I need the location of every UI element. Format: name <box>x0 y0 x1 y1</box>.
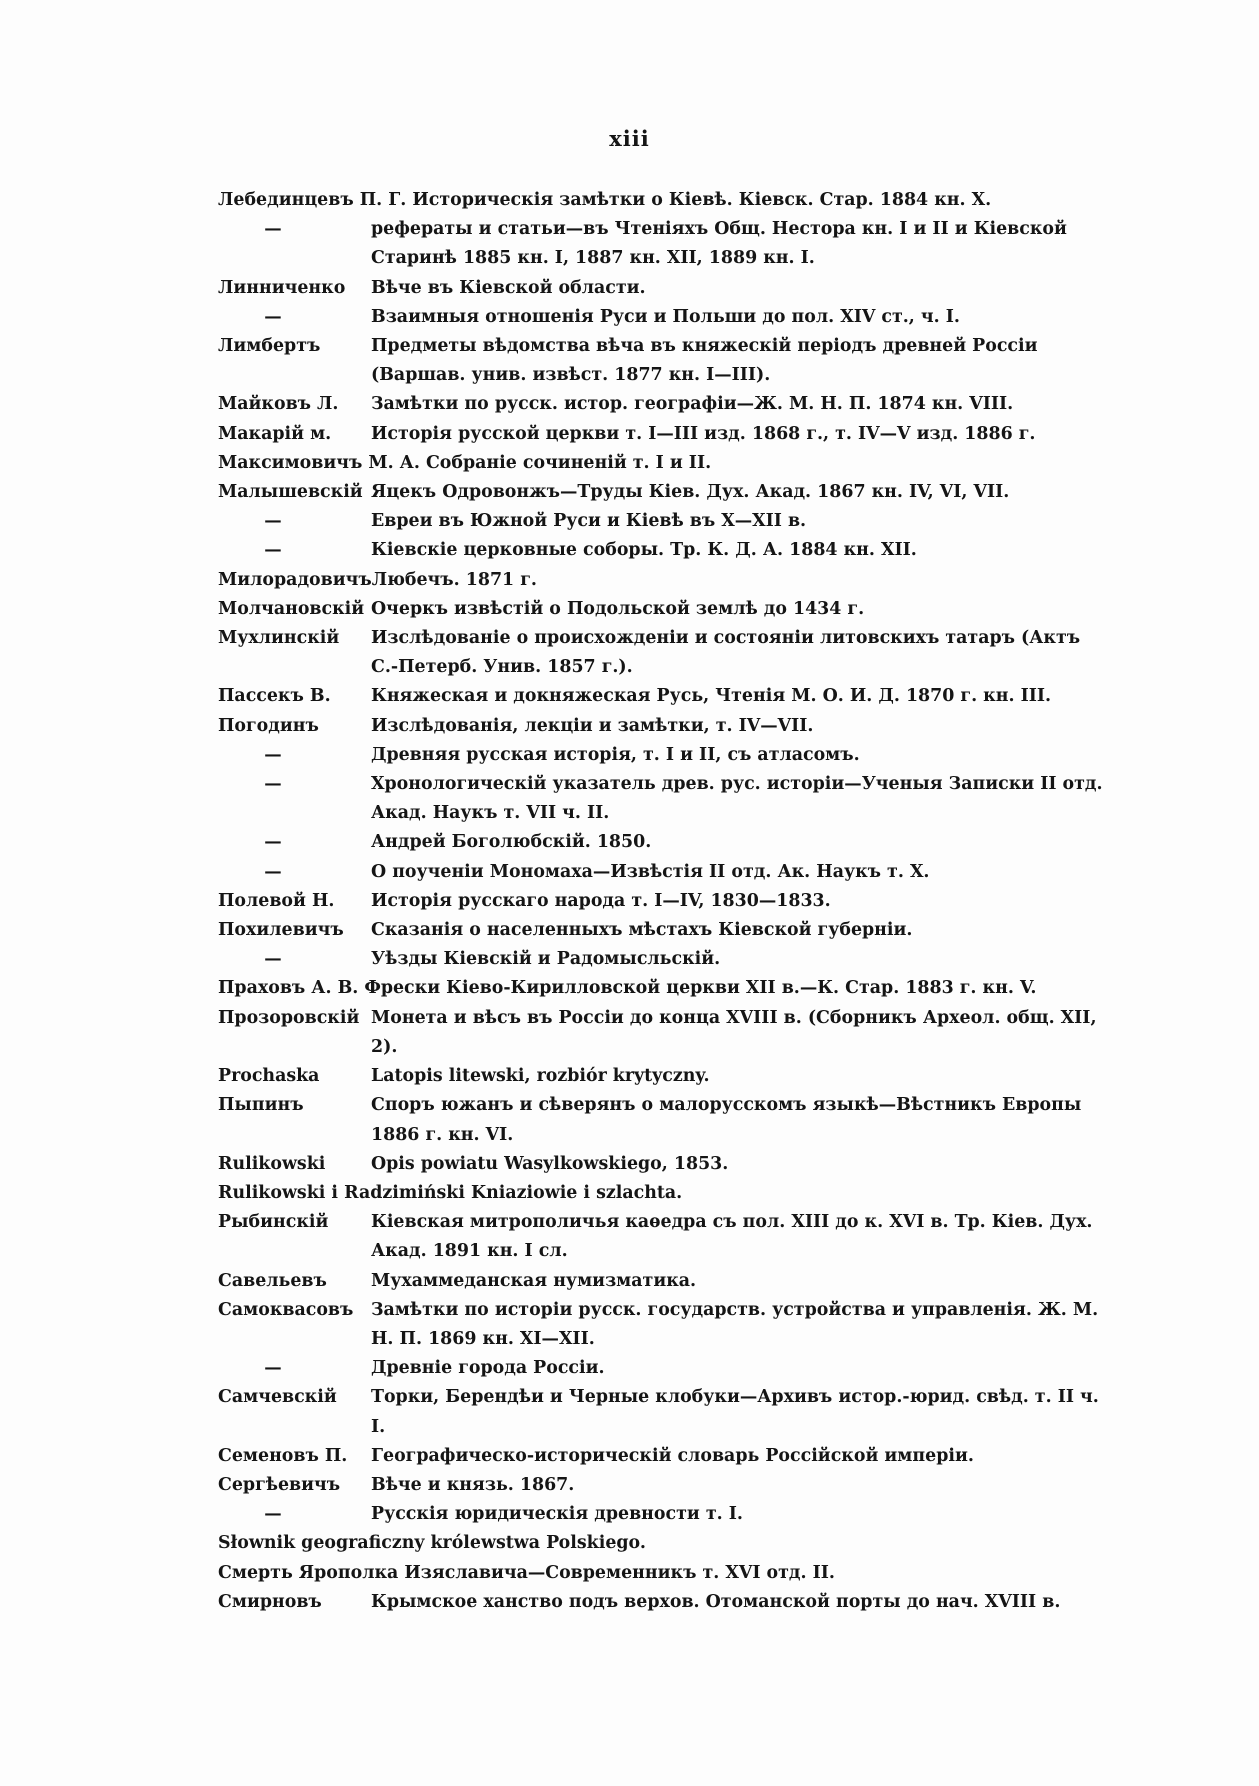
entry-author: Майковъ Л. <box>218 394 339 415</box>
entry-author: Макарій м. <box>218 423 332 444</box>
bibliography-entry <box>218 945 1103 974</box>
ditto-dash: — <box>264 774 282 795</box>
entry-author: Słownik geograficzny królewstwa Polskiego. <box>218 1533 646 1554</box>
entry-title: Вѣче и князь. 1867. <box>371 1474 575 1495</box>
bibliography-entry <box>218 1529 1103 1558</box>
bibliography-entry <box>218 303 1103 332</box>
bibliography-entry <box>218 1500 1103 1529</box>
entry-title: Русскія юридическія древности т. I. <box>371 1504 743 1525</box>
entry-title: Кіевскіе церковные соборы. Тр. К. Д. А. 1884 кн. XII. <box>371 540 917 561</box>
ditto-dash: — <box>264 861 282 882</box>
bibliography-entry <box>218 682 1103 711</box>
bibliography-entry <box>218 1004 1103 1062</box>
entry-title: Евреи въ Южной Руси и Кіевѣ въ X—XII в. <box>371 511 807 532</box>
bibliography-entry <box>218 186 1103 215</box>
entry-title: Фрески Кіево-Кирилловской церкви XII в.—К. Стар. 1883 г. кн. V. <box>364 978 1037 999</box>
bibliography-entry <box>218 215 1103 273</box>
bibliography-entry <box>218 1559 1103 1588</box>
bibliography-entry <box>218 1208 1103 1266</box>
bibliography-entry <box>218 712 1103 741</box>
entry-title: Историческія замѣтки о Кіевѣ. Кіевск. Стар. 1884 кн. X. <box>412 190 992 210</box>
bibliography-entry <box>218 1354 1103 1383</box>
bibliography-entry <box>218 741 1103 770</box>
entry-author: Максимовичъ <box>218 452 363 473</box>
ditto-dash: — <box>264 1358 282 1379</box>
entry-title: Княжеская и докняжеская Русь, Чтенія М. О. И. Д. 1870 г. кн. III. <box>371 686 1052 707</box>
entry-title: Уѣзды Кіевскій и Радомысльскій. <box>371 949 721 970</box>
bibliography-entry <box>218 274 1103 303</box>
ditto-dash: — <box>264 744 282 765</box>
entry-author: Полевой Н. <box>218 890 335 911</box>
ditto-dash: — <box>264 832 282 853</box>
entry-author: Лебединцевъ П. Г. <box>218 190 407 210</box>
bibliography-entry <box>218 478 1103 507</box>
bibliography-entry <box>218 770 1103 828</box>
entry-author: Самчевскій <box>218 1387 337 1408</box>
entry-title: Очеркъ извѣстій о Подольской землѣ до 1434 г. <box>371 598 865 619</box>
entry-author: Молчановскій <box>218 598 365 619</box>
entry-author: Лимбертъ <box>218 336 321 357</box>
entry-author: Самоквасовъ <box>218 1299 354 1320</box>
entry-title: Взаимныя отношенія Руси и Польши до пол. XIV ст., ч. I. <box>371 306 960 327</box>
bibliography-entry <box>218 1062 1103 1091</box>
entry-title: Вѣче въ Кіевской области. <box>371 277 646 298</box>
entry-title: Latopis litewski, rozbiór krytyczny. <box>371 1066 710 1087</box>
entry-author: Рыбинскій <box>218 1212 329 1233</box>
bibliography-entry <box>218 536 1103 565</box>
bibliography-entry <box>218 566 1103 595</box>
entry-title: Исторія русскаго народа т. I—IV, 1830—1833. <box>371 890 831 911</box>
entry-title: Кіевская митрополичья каѳедра съ пол. XIII до к. XVI в. Тр. Кіев. Дух. Акад. 1891 кн. I сл. <box>371 1212 1093 1262</box>
bibliography-list <box>218 186 1103 1617</box>
bibliography-entry <box>218 1383 1103 1441</box>
entry-title: М. А. Собраніе сочиненій т. I и II. <box>368 452 712 473</box>
entry-title: Монета и вѣсъ въ Россіи до конца XVIII в. (Сборникъ Археол. общ. XII, 2). <box>371 1007 1097 1057</box>
entry-title: Мухаммеданская нумизматика. <box>371 1270 697 1291</box>
bibliography-entry <box>218 1471 1103 1500</box>
bibliography-entry <box>218 1150 1103 1179</box>
entry-author: Семеновъ П. <box>218 1445 348 1466</box>
entry-author: Rulikowski i Radzimiński Kniaziowie i szlachta. <box>218 1182 683 1203</box>
entry-author: Савельевъ <box>218 1270 327 1291</box>
bibliography-entry <box>218 595 1103 624</box>
bibliography-entry <box>218 507 1103 536</box>
bibliography-entry <box>218 916 1103 945</box>
entry-title: Географическо-историческій словарь Россійской имперіи. <box>371 1445 974 1466</box>
entry-author: Линниченко <box>218 277 346 298</box>
entry-author: Похилевичъ <box>218 920 344 941</box>
bibliography-entry <box>218 1179 1103 1208</box>
entry-author: Мухлинскій <box>218 628 340 649</box>
ditto-dash: — <box>264 949 282 970</box>
entry-title: Замѣтки по русск. истор. географіи—Ж. М. Н. П. 1874 кн. VIII. <box>371 394 1014 415</box>
ditto-dash: — <box>264 1504 282 1525</box>
bibliography-entry <box>218 1296 1103 1354</box>
bibliography-entry <box>218 624 1103 682</box>
entry-author: Прозоровскій <box>218 1007 360 1028</box>
bibliography-entry <box>218 887 1103 916</box>
entry-author: Погодинъ <box>218 715 319 736</box>
bibliography-entry <box>218 1588 1103 1617</box>
bibliography-entry <box>218 1091 1103 1149</box>
entry-title: Споръ южанъ и сѣверянъ о малорусскомъ языкѣ—Вѣстникъ Европы 1886 г. кн. VI. <box>371 1095 1082 1145</box>
entry-title: Исторія русской церкви т. I—III изд. 1868 г., т. IV—V изд. 1886 г. <box>371 423 1036 444</box>
bibliography-entry <box>218 974 1103 1003</box>
entry-author: Праховъ А. В. <box>218 978 359 999</box>
bibliography-entry <box>218 1442 1103 1471</box>
bibliography-entry <box>218 332 1103 390</box>
entry-title: Любечъ. 1871 г. <box>371 569 537 590</box>
entry-title: Яцекъ Одровонжъ—Труды Кіев. Дух. Акад. 1867 кн. IV, VI, VII. <box>371 482 1010 503</box>
bibliography-entry <box>218 828 1103 857</box>
ditto-dash: — <box>264 306 282 327</box>
page-number: xiii <box>609 126 650 151</box>
entry-author: Смирновъ <box>218 1591 322 1612</box>
bibliography-entry <box>218 449 1103 478</box>
entry-author: Rulikowski <box>218 1153 326 1174</box>
ditto-dash: — <box>264 219 282 240</box>
entry-title: Opis powiatu Wasylkowskiego, 1853. <box>371 1153 729 1174</box>
entry-title: Древняя русская исторія, т. I и II, съ атласомъ. <box>371 744 860 765</box>
entry-title: Замѣтки по исторіи русск. государств. устройства и управленія. Ж. М. Н. П. 1869 кн. XI—XII. <box>371 1299 1099 1349</box>
ditto-dash: — <box>264 511 282 532</box>
entry-title: Торки, Берендѣи и Черные клобуки—Архивъ истор.-юрид. свѣд. т. II ч. I. <box>371 1387 1099 1437</box>
entry-title: Крымское ханство подъ верхов. Отоманской порты до нач. XVIII в. <box>371 1591 1061 1612</box>
entry-author: Милорадовичъ <box>218 569 372 590</box>
bibliography-entry <box>218 1267 1103 1296</box>
entry-title: Хронологическій указатель древ. рус. исторіи—Ученыя Записки II отд. Акад. Наукъ т. VII ч. II. <box>371 774 1103 824</box>
entry-author: Сергѣевичъ <box>218 1474 341 1495</box>
entry-title: Изслѣдованіе о происхожденіи и состояніи литовскихъ татаръ (Актъ С.-Петерб. Унив. 1857 г.). <box>371 628 1081 678</box>
entry-author: Пассекъ В. <box>218 686 331 707</box>
bibliography-entry <box>218 390 1103 419</box>
entry-title: Изслѣдованія, лекціи и замѣтки, т. IV—VII. <box>371 715 814 736</box>
bibliography-entry <box>218 420 1103 449</box>
entry-title: О поученіи Мономаха—Извѣстія II отд. Ак. Наукъ т. X. <box>371 861 930 882</box>
entry-title: Древніе города Россіи. <box>371 1358 605 1379</box>
bibliography-entry <box>218 858 1103 887</box>
ditto-dash: — <box>264 540 282 561</box>
entry-title: Сказанія о населенныхъ мѣстахъ Кіевской губерніи. <box>371 920 913 941</box>
entry-author: Пыпинъ <box>218 1095 304 1116</box>
entry-title: Предметы вѣдомства вѣча въ княжескій періодъ древней Россіи (Варшав. унив. извѣст. 1877 кн. I—III). <box>371 336 1038 386</box>
entry-author: Малышевскій <box>218 482 363 503</box>
entry-title: Андрей Боголюбскій. 1850. <box>371 832 652 853</box>
entry-title: рефераты и статьи—въ Чтеніяхъ Общ. Нестора кн. I и II и Кіевской Старинѣ 1885 кн. I, 1887 кн. XII, 1889 кн. I. <box>371 219 1067 269</box>
entry-author: Смерть Ярополка Изяславича—Современникъ т. XVI отд. II. <box>218 1562 835 1583</box>
entry-author: Prochaska <box>218 1066 320 1087</box>
